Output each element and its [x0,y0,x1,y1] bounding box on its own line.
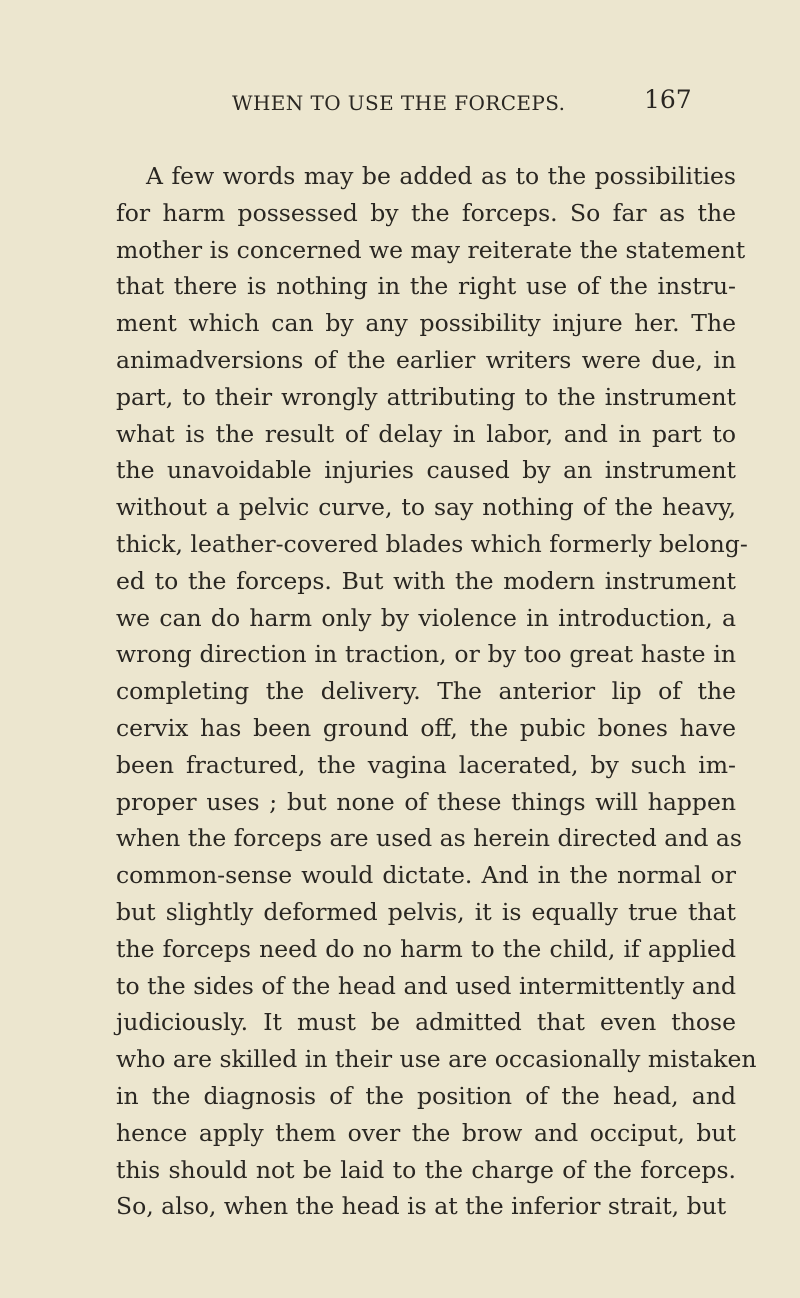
text-line: what is the result of delay in labor, and in part to [116,419,736,448]
text-line: but slightly deformed pelvis, it is equally true that [116,897,736,926]
text-line: hence apply them over the brow and occiput, but [116,1118,736,1147]
text-line: we can do harm only by violence in introduction, a [116,603,736,632]
text-line: in the diagnosis of the position of the head, and [116,1081,736,1110]
text-line: that there is nothing in the right use of the instru- [116,272,736,301]
text-line: ment which can by any possibility injure her. The [116,309,736,338]
text-line: mother is concerned we may reiterate the statement [116,235,746,264]
text-line: without a pelvic curve, to say nothing of the heavy, [116,493,736,522]
text-line: animadversions of the earlier writers were due, in [116,345,736,374]
running-header [0,83,800,123]
text-line: the unavoidable injuries caused by an instrument [116,456,736,485]
text-line: proper uses ; but none of these things will happen [116,787,736,816]
text-line: who are skilled in their use are occasionally mistaken [116,1045,757,1074]
text-line: this should not be laid to the charge of the forceps. [116,1155,736,1184]
text-line: when the forceps are used as herein directed and as [116,824,742,853]
text-line: cervix has been ground off, the pubic bones have [116,713,736,742]
text-line: wrong direction in traction, or by too great haste in [116,640,736,669]
text-line: So, also, when the head is at the inferior strait, but [116,1192,727,1221]
page-number: 167 [644,85,692,114]
text-line: the forceps need do no harm to the child, if applied [116,934,736,963]
running-title: WHEN TO USE THE FORCEPS. [232,91,566,115]
body-paragraph [116,158,757,1225]
text-line: part, to their wrongly attributing to the instrument [116,382,736,411]
text-line: for harm possessed by the forceps. So far as the [116,198,736,227]
text-line: to the sides of the head and used intermittently and [116,971,736,1000]
text-line: been fractured, the vagina lacerated, by such im- [116,750,736,779]
text-line: ed to the forceps. But with the modern instrument [116,566,736,595]
text-line: common-sense would dictate. And in the normal or [116,861,736,890]
text-line: judiciously. It must be admitted that even those [116,1008,736,1037]
text-line: completing the delivery. The anterior lip of the [116,677,736,706]
text-line: thick, leather-covered blades which formerly belong- [116,529,748,558]
text-line: A few words may be added as to the possibilities [146,162,736,190]
